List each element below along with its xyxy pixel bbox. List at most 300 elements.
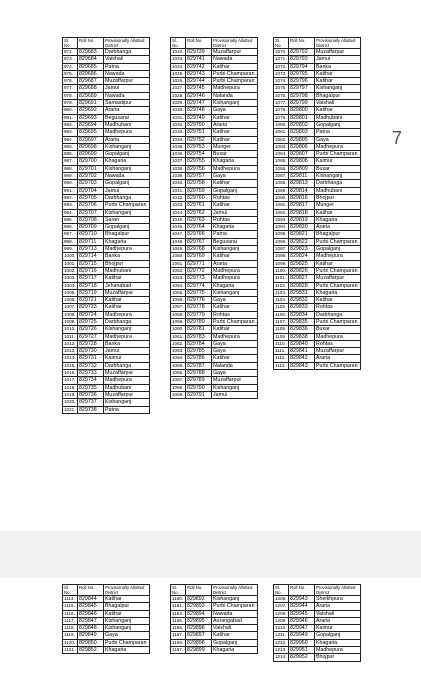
cell-sl-no: 1066. (172, 370, 184, 376)
cell-roll-no: 829724 (78, 311, 104, 318)
cell-sl-no: 987. (63, 158, 78, 165)
cell-sl-no: 1076. (275, 92, 287, 98)
cell-district: Banka (104, 253, 150, 260)
cell-roll-no: 829803 (289, 129, 315, 136)
cell-sl-no: 986. (63, 151, 78, 158)
cell-roll-no: 829719 (78, 289, 104, 296)
cell-district: Darbhanga (104, 362, 150, 369)
cell-district: Jamui (104, 85, 150, 92)
cell-district: Katihar (315, 209, 361, 216)
cell-roll-no: 829846 (78, 610, 104, 617)
table-row (63, 121, 150, 128)
cell-roll-no: 829950 (289, 639, 315, 646)
cell-sl-no: 1067. (172, 377, 184, 383)
cell-roll-no: 829762 (186, 209, 212, 216)
cell-district: Gopalganj (315, 246, 361, 253)
table-row (274, 56, 361, 63)
cell-sl-no: 990. (63, 180, 78, 187)
table-row (171, 625, 258, 632)
cell-district: Nawada (104, 92, 150, 99)
cell-sl-no: 1081. (275, 129, 287, 135)
cell-roll-no: 829827 (289, 275, 315, 282)
cell-district: Madhubani (104, 384, 150, 391)
table-row (171, 610, 258, 617)
cell-roll-no: 829731 (78, 355, 104, 362)
document-page-2 (0, 578, 421, 680)
cell-sl-no: 972. (63, 49, 78, 56)
table-row (171, 282, 258, 289)
cell-roll-no: 829701 (78, 165, 104, 172)
cell-district: Madhubani (104, 121, 150, 128)
cell-roll-no: 829741 (186, 56, 212, 63)
cell-district: Madhepura (315, 333, 361, 340)
table-row (63, 231, 150, 238)
cell-sl-no: 1017. (64, 377, 76, 383)
cell-roll-no: 829693 (78, 114, 104, 121)
cell-district: Katihar (104, 610, 150, 617)
cell-roll-no: 829792 (289, 49, 315, 56)
table-row (63, 238, 150, 245)
cell-sl-no: 1054. (172, 282, 184, 288)
cell-roll-no: 829745 (186, 85, 212, 92)
cell-district: Katihar (212, 202, 258, 209)
cell-district: Gopalganj (104, 180, 150, 187)
header-district: Provisionally Allotted District (212, 38, 258, 49)
cell-district: Purbi Champaran (315, 151, 361, 158)
cell-district: Madhepura (212, 275, 258, 282)
cell-sl-no: 1114. (63, 596, 78, 603)
table-row (171, 260, 258, 267)
cell-roll-no: 829781 (186, 326, 212, 333)
cell-district: Patna (212, 231, 258, 238)
cell-district: Munger (315, 202, 361, 209)
cell-district: Purbi Champaran (212, 70, 258, 77)
cell-roll-no: 829799 (289, 100, 315, 107)
table-header-row (63, 585, 150, 596)
cell-roll-no: 829847 (78, 617, 104, 624)
cell-roll-no: 829899 (186, 647, 212, 654)
cell-district: Khagaria (315, 216, 361, 223)
cell-sl-no: 1209. (275, 617, 287, 623)
cell-district: Aurangabad (212, 617, 258, 624)
cell-roll-no: 829700 (78, 158, 104, 165)
header-roll-no: Roll No. (186, 585, 212, 596)
table-row (274, 625, 361, 632)
cell-sl-no: 1108. (274, 326, 289, 333)
table-row (63, 326, 150, 333)
cell-district: Bhagalpur (315, 231, 361, 238)
table-row (63, 180, 150, 187)
cell-sl-no: 1110. (274, 340, 289, 347)
cell-roll-no: 829691 (78, 100, 104, 107)
cell-sl-no: 1046. (172, 224, 184, 230)
cell-sl-no: 1039. (172, 173, 184, 179)
table-row (274, 180, 361, 187)
cell-roll-no: 829821 (289, 231, 315, 238)
cell-district: Saran (104, 216, 150, 223)
cell-roll-no: 829698 (78, 143, 104, 150)
table-row (63, 610, 150, 617)
cell-roll-no: 829848 (78, 625, 104, 632)
cell-sl-no: 1214. (275, 654, 287, 660)
cell-sl-no: 1083. (275, 143, 287, 149)
cell-roll-no: 829738 (78, 406, 104, 413)
cell-roll-no: 829749 (186, 114, 212, 121)
cell-sl-no: 1085. (275, 158, 287, 164)
table-row (63, 275, 150, 282)
cell-sl-no: 1007. (64, 304, 76, 310)
cell-sl-no: 1012. (64, 340, 76, 346)
cell-roll-no: 829687 (78, 78, 104, 85)
cell-roll-no: 829778 (186, 304, 212, 311)
cell-district: Gopalganj (104, 224, 150, 231)
cell-sl-no: 1064. (172, 355, 184, 361)
cell-sl-no: 980. (63, 107, 78, 114)
table-row (63, 304, 150, 311)
table-row (171, 121, 258, 128)
cell-sl-no: 1098. (275, 253, 287, 259)
cell-district: Madhepura (104, 129, 150, 136)
table-row (171, 318, 258, 325)
cell-district: Banka (104, 340, 150, 347)
cell-roll-no: 829705 (78, 194, 104, 201)
allotment-table-3 (273, 37, 361, 370)
cell-district: Kaimur (315, 625, 361, 632)
cell-roll-no: 829697 (78, 136, 104, 143)
cell-sl-no: 1025. (172, 70, 184, 76)
cell-district: Muzaffarpur (315, 275, 361, 282)
cell-roll-no: 829845 (78, 603, 104, 610)
cell-sl-no: 1101. (274, 275, 289, 282)
cell-roll-no: 829708 (78, 216, 104, 223)
cell-roll-no: 829943 (289, 596, 315, 603)
cell-district: Araria (315, 603, 361, 610)
table-row (274, 85, 361, 92)
cell-roll-no: 829744 (186, 78, 212, 85)
cell-roll-no: 829794 (289, 63, 315, 70)
cell-district: Madhepura (315, 647, 361, 654)
cell-roll-no: 829951 (289, 647, 315, 654)
cell-district: Muzaffarpur (104, 370, 150, 377)
cell-sl-no: 1045. (172, 216, 184, 222)
cell-roll-no: 829835 (289, 318, 315, 325)
cell-roll-no: 829752 (186, 136, 212, 143)
table-row (274, 348, 361, 355)
header-roll-no: Roll No. (289, 585, 315, 596)
cell-district: Katihar (104, 275, 150, 282)
table-row (274, 654, 361, 661)
table-row (274, 275, 361, 282)
cell-roll-no: 829814 (289, 187, 315, 194)
cell-sl-no: 1035. (172, 143, 184, 149)
cell-district: Patna (104, 406, 150, 413)
cell-sl-no: 1053. (172, 275, 184, 281)
table-row (274, 143, 361, 150)
cell-district: Katihar (315, 78, 361, 85)
cell-sl-no: 1065. (172, 362, 184, 368)
cell-district: Madhepura (315, 253, 361, 260)
table-row (171, 647, 258, 654)
cell-roll-no: 829791 (186, 391, 212, 398)
table-row (63, 63, 150, 70)
cell-roll-no: 829892 (186, 596, 212, 603)
table-row (274, 318, 361, 325)
cell-district: Katihar (212, 253, 258, 260)
cell-district: Madhepura (104, 311, 150, 318)
cell-sl-no: 1118. (63, 625, 78, 632)
cell-sl-no: 991. (63, 187, 78, 194)
table-row (171, 216, 258, 223)
cell-roll-no: 829756 (186, 165, 212, 172)
cell-sl-no: 1116. (63, 610, 78, 617)
cell-district: Gopalganj (315, 121, 361, 128)
cell-district: Darbhanga (315, 180, 361, 187)
cell-sl-no: 1028. (172, 92, 184, 98)
cell-district: Gaya (212, 348, 258, 355)
table-row (274, 639, 361, 646)
cell-roll-no: 829840 (289, 340, 315, 347)
cell-roll-no: 829735 (78, 384, 104, 391)
allotment-table-1 (62, 37, 150, 414)
cell-sl-no: 998. (63, 238, 78, 245)
cell-district: Araria (104, 136, 150, 143)
cell-roll-no: 829896 (186, 625, 212, 632)
cell-sl-no: 1000. (64, 253, 76, 259)
cell-roll-no: 829823 (289, 246, 315, 253)
cell-roll-no: 829894 (186, 610, 212, 617)
allotment-table-4 (62, 584, 150, 654)
cell-sl-no: 1210. (275, 625, 287, 631)
cell-district: Vaishali (104, 56, 150, 63)
table-row (63, 282, 150, 289)
table-row (171, 173, 258, 180)
table-row (63, 209, 150, 216)
page-number: 7 (392, 128, 403, 148)
cell-district: Madhepura (212, 165, 258, 172)
cell-district: Muzaffarpur (104, 391, 150, 398)
cell-district: Purbi Champaran (315, 318, 361, 325)
table-row (274, 617, 361, 624)
table-row (63, 246, 150, 253)
cell-roll-no: 829734 (78, 377, 104, 384)
cell-district: Patna (104, 63, 150, 70)
cell-district: Patna (315, 129, 361, 136)
cell-district: Kishanganj (104, 165, 150, 172)
table-row (63, 340, 150, 347)
cell-district: Jamui (104, 187, 150, 194)
cell-district: Purbi Champaran (212, 318, 258, 325)
cell-roll-no: 829780 (186, 318, 212, 325)
cell-roll-no: 829704 (78, 187, 104, 194)
cell-district: Bhagalpur (104, 231, 150, 238)
table-row (63, 92, 150, 99)
table-row (274, 114, 361, 121)
cell-district: Araria (104, 107, 150, 114)
cell-district: Darbhanga (104, 49, 150, 56)
cell-roll-no: 829751 (186, 129, 212, 136)
table-row (171, 92, 258, 99)
cell-sl-no: 1104. (274, 297, 289, 304)
table-row (63, 114, 150, 121)
table-row (63, 355, 150, 362)
table-row (63, 260, 150, 267)
cell-district: Kaimur (315, 158, 361, 165)
cell-sl-no: 1091. (275, 202, 287, 208)
cell-roll-no: 829764 (186, 224, 212, 231)
cell-roll-no: 829809 (289, 165, 315, 172)
cell-roll-no: 829694 (78, 121, 104, 128)
table-row (63, 617, 150, 624)
cell-district: Rohtas (212, 194, 258, 201)
cell-sl-no: 1037. (172, 158, 184, 164)
cell-roll-no: 829742 (186, 63, 212, 70)
table-row (171, 289, 258, 296)
header-district: Provisionally Allotted District (104, 585, 150, 596)
cell-district: Darbhanga (104, 318, 150, 325)
cell-sl-no: 1163. (171, 610, 186, 617)
cell-sl-no: 1047. (172, 231, 184, 237)
cell-sl-no: 1089. (275, 187, 287, 193)
cell-roll-no: 829692 (78, 107, 104, 114)
cell-sl-no: 1084. (275, 151, 287, 157)
cell-district: Katihar (104, 304, 150, 311)
cell-sl-no: 1103. (274, 289, 289, 296)
table-row (274, 121, 361, 128)
cell-sl-no: 1119. (63, 632, 78, 639)
cell-roll-no: 829798 (289, 92, 315, 99)
cell-roll-no: 829807 (289, 151, 315, 158)
cell-district: Araria (212, 260, 258, 267)
table-row (63, 384, 150, 391)
cell-sl-no: 1117. (63, 617, 78, 624)
table-row (63, 187, 150, 194)
table-row (63, 107, 150, 114)
cell-sl-no: 1071. (275, 56, 287, 62)
cell-district: Gaya (315, 136, 361, 143)
cell-roll-no: 829755 (186, 158, 212, 165)
cell-roll-no: 829944 (289, 603, 315, 610)
cell-roll-no: 829747 (186, 100, 212, 107)
table-row (171, 333, 258, 340)
cell-sl-no: 979. (63, 100, 78, 107)
table-row (171, 85, 258, 92)
cell-sl-no: 1070. (275, 49, 287, 54)
cell-sl-no: 1019. (64, 391, 76, 397)
cell-sl-no: 1006. (64, 297, 76, 303)
cell-district: Madhepura (104, 246, 150, 253)
cell-roll-no: 829723 (78, 304, 104, 311)
table-row (274, 596, 361, 603)
cell-sl-no: 978. (63, 92, 78, 99)
cell-district: Madhepura (315, 143, 361, 150)
cell-roll-no: 829838 (289, 333, 315, 340)
header-roll-no: Roll No. (289, 38, 315, 49)
allotment-table-grid (170, 37, 258, 399)
table-row (171, 340, 258, 347)
cell-roll-no: 829774 (186, 282, 212, 289)
cell-roll-no: 829771 (186, 260, 212, 267)
cell-district: Vaishali (315, 100, 361, 107)
cell-roll-no: 829730 (78, 348, 104, 355)
table-row (274, 136, 361, 143)
cell-district: Gaya (104, 632, 150, 639)
table-row (171, 107, 258, 114)
cell-sl-no: 1043. (172, 202, 184, 208)
cell-sl-no: 1042. (172, 194, 184, 200)
cell-roll-no: 829895 (186, 617, 212, 624)
cell-sl-no: 1097. (275, 246, 287, 252)
cell-roll-no: 829710 (78, 231, 104, 238)
cell-district: Kishanganj (104, 209, 150, 216)
cell-sl-no: 1008. (64, 311, 76, 317)
cell-roll-no: 829699 (78, 151, 104, 158)
table-row (171, 136, 258, 143)
cell-sl-no: 1165. (171, 617, 186, 624)
table-row (63, 253, 150, 260)
cell-district: Kishanganj (212, 100, 258, 107)
cell-sl-no: 1015. (64, 362, 76, 368)
table-row (63, 49, 150, 56)
table-row (171, 56, 258, 63)
table-row (274, 231, 361, 238)
cell-roll-no: 829695 (78, 129, 104, 136)
cell-sl-no: 1120. (63, 639, 78, 646)
table-row (63, 165, 150, 172)
cell-roll-no: 829736 (78, 391, 104, 398)
table-row (63, 151, 150, 158)
cell-district: Purbi Champaran (212, 603, 258, 610)
cell-sl-no: 1057. (172, 304, 184, 310)
table-row (63, 158, 150, 165)
cell-sl-no: 1096. (275, 238, 287, 244)
table-row (171, 238, 258, 245)
table-row (171, 180, 258, 187)
cell-sl-no: 1021. (64, 406, 76, 412)
cell-roll-no: 829776 (186, 297, 212, 304)
cell-sl-no: 988. (63, 165, 78, 172)
cell-roll-no: 829790 (186, 384, 212, 391)
cell-roll-no: 829831 (289, 289, 315, 296)
table-row (274, 224, 361, 231)
table-row (274, 603, 361, 610)
cell-roll-no: 829842 (289, 355, 315, 362)
table-row (171, 63, 258, 70)
table-row (274, 209, 361, 216)
cell-sl-no: 981. (63, 114, 78, 121)
cell-district: Kishanganj (104, 625, 150, 632)
table-row (171, 209, 258, 216)
cell-roll-no: 829683 (78, 49, 104, 56)
cell-sl-no: 1095. (275, 231, 287, 237)
cell-district: Araria (212, 121, 258, 128)
cell-roll-no: 829946 (289, 617, 315, 624)
cell-roll-no: 829761 (186, 202, 212, 209)
cell-district: Purbi Champaran (104, 639, 150, 646)
cell-roll-no: 829725 (78, 318, 104, 325)
cell-roll-no: 829898 (186, 639, 212, 646)
cell-district: Gaya (212, 107, 258, 114)
table-row (63, 639, 150, 646)
cell-sl-no: 1050. (172, 253, 184, 259)
cell-sl-no: 1112. (274, 355, 289, 362)
table-row (274, 326, 361, 333)
cell-district: Katihar (315, 70, 361, 77)
cell-district: Purbi Champaran (212, 78, 258, 85)
cell-district: Madhubani (315, 114, 361, 121)
table-row (63, 406, 150, 413)
cell-roll-no: 829772 (186, 267, 212, 274)
cell-sl-no: 1107. (274, 318, 289, 325)
